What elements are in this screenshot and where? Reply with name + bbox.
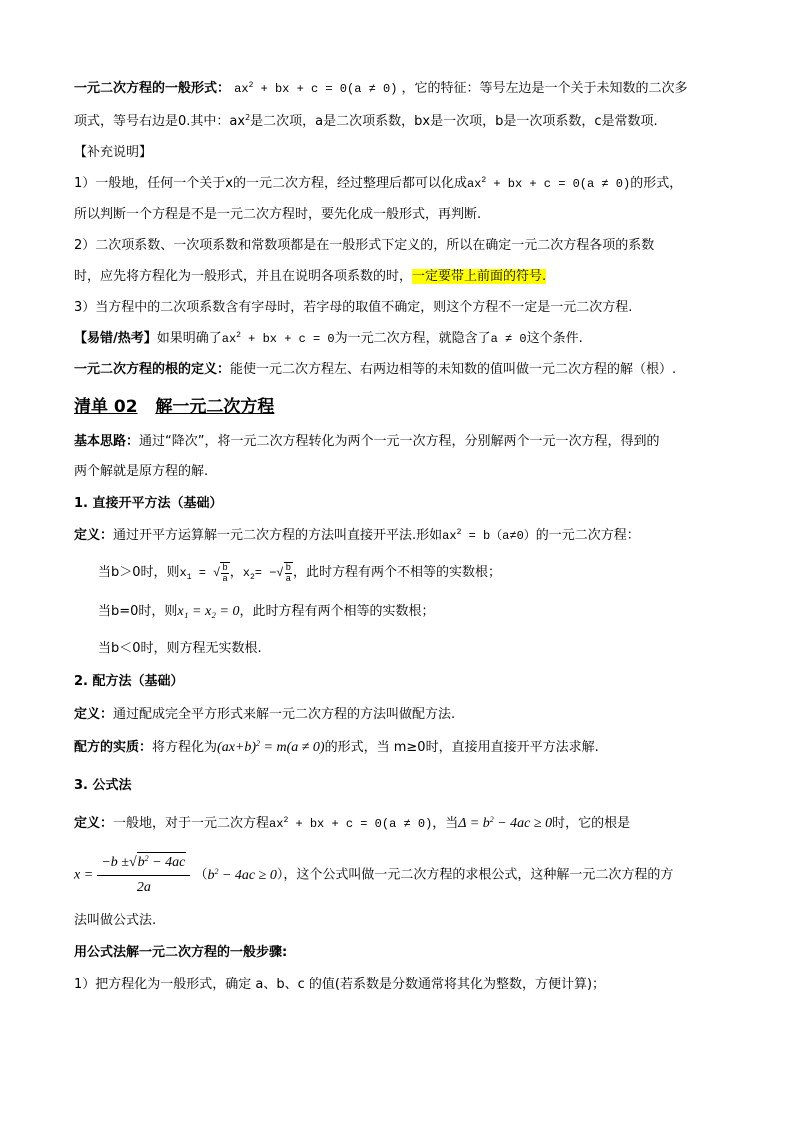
case-zero-text: 当b=0时，则	[98, 604, 178, 619]
method-2-essence-text: 将方程化为	[152, 740, 218, 755]
method-2-equation: $(ax+b)^2 = m(a \ne 0)$	[217, 739, 325, 755]
method-2-essence-result: 的形式，当 m≥0时，直接用直接开平方法求解.	[324, 740, 599, 755]
terms-text-b: 是二次项，a是二次项系数，bx是一次项，b是一次项系数，c是常数项.	[250, 114, 658, 129]
sqrt-frac-1: √ $\frac{b}{a}$	[213, 563, 228, 584]
case-positive-result: ，此时方程有两个不相等的实数根；	[293, 565, 502, 581]
supplement-1-text-a: 1）一般地，任何一个关于x的一元二次方程，经过整理后都可以化成	[74, 176, 467, 191]
supplement-item-1-cont: 所以判断一个方程是不是一元二次方程时，要先化成一般形式，再判断.	[74, 207, 482, 222]
formula-numerator-a: −b ±	[101, 855, 129, 870]
common-mistake-line	[74, 330, 583, 348]
general-form-description: ，它的特征：等号左边是一个关于未知数的二次多	[401, 81, 688, 96]
method-2-title: 2. 配方法（基础）	[74, 674, 184, 689]
method-1-equation: $ax^2 = b(a\ne 0)$	[442, 528, 536, 543]
method-3-def-text: 一般地，对于一元二次方程	[113, 816, 270, 831]
supplement-item-3: 3）当方程中的二次项系数含有字母时，若字母的取值不确定，则这个方程不一定是一元二次方程.	[74, 300, 633, 315]
method-2-def-label: 定义：	[74, 707, 114, 722]
method-2-definition	[74, 706, 455, 724]
mistake-text-c: 这个条件.	[526, 331, 583, 346]
method-1-def-text-b: 的一元二次方程：	[535, 528, 640, 543]
root-definition-line	[74, 361, 676, 379]
basic-idea-cont: 两个解就是原方程的解.	[74, 464, 209, 479]
general-form-label: 一元二次方程的一般形式：	[74, 81, 231, 96]
root-x2: $x_2=$ −	[242, 566, 277, 583]
section-number: 清单 02	[74, 397, 138, 417]
formula-description: ，这个公式叫做一元二次方程的求根公式，这种解一元二次方程的方	[283, 867, 674, 883]
supplement-2-text: 时，应先将方程化为一般形式，并且在说明各项系数的时，	[74, 269, 413, 284]
quadratic-formula-line	[74, 852, 673, 898]
root-x1: $x_1$ =	[179, 566, 214, 583]
supplement-item-1	[74, 175, 682, 193]
method-3-equation: $ax^2$ + bx + c = 0(a ≠ 0)	[269, 816, 433, 831]
root-definition-label: 一元二次方程的根的定义：	[74, 362, 231, 377]
method-1-title: 1. 直接开平方法（基础）	[74, 496, 223, 511]
sqrt-symbol: √	[128, 855, 137, 870]
method-2-essence	[74, 739, 599, 757]
cond-close: ）	[276, 867, 284, 883]
method-3-def-text-c: 时，它的根是	[552, 816, 631, 831]
supplement-item-2-cont	[74, 268, 546, 286]
formula-x: x =	[74, 867, 94, 883]
formula-denominator: 2a	[136, 880, 151, 895]
method-1-case-zero	[98, 603, 435, 621]
mistake-text-a: 如果明确了	[156, 331, 222, 346]
method-2-def-text: 通过配成完全平方形式来解一元二次方程的方法叫做配方法.	[113, 707, 456, 722]
case-zero-equation: x₁ = x₂ = 0	[177, 604, 240, 619]
terms-sup: 2	[245, 113, 251, 122]
method-1-case-positive	[98, 562, 501, 584]
case-positive-sep: ，	[229, 565, 243, 581]
formula-radicand: $b^2 - 4ac$	[137, 852, 187, 873]
method-1-def-text: 通过开平方运算解一元二次方程的方法叫直接开平法.形如	[113, 528, 443, 543]
discriminant: $\Delta = b^2 - 4ac \ge 0$	[458, 815, 553, 831]
supplement-heading: 【补充说明】	[74, 145, 153, 160]
supplement-item-2: 2）二次项系数、一次项系数和常数项都是在一般形式下定义的，所以在确定一元二次方程各项的系数	[74, 238, 655, 253]
method-3-title: 3. 公式法	[74, 778, 132, 793]
quadratic-formula	[97, 852, 190, 898]
general-form-equation: $ax^2$ + bx + c = 0(a ≠ 0)	[234, 81, 398, 96]
mistake-condition: a ≠ 0	[490, 332, 527, 346]
basic-idea-label: 基本思路：	[74, 434, 140, 449]
case-zero-result: ，此时方程有两个相等的实数根；	[239, 604, 435, 619]
supplement-1-equation: $ax^2$ + bx + c = 0(a ≠ 0)	[466, 176, 631, 191]
section-heading-02	[74, 396, 274, 418]
mistake-equation: $ax^2$ + bx + c = 0	[221, 331, 335, 346]
mistake-text-b: 为一元二次方程，就隐含了	[334, 331, 491, 346]
method-3-def-label: 定义：	[74, 816, 114, 831]
method-1-definition	[74, 527, 640, 545]
general-form-terms-line	[74, 113, 658, 131]
formula-steps-title: 用公式法解一元二次方程的一般步骤:	[74, 945, 288, 960]
common-mistake-label: 【易错/热考】	[74, 331, 157, 346]
supplement-1-text-b: 的形式，	[630, 176, 683, 191]
basic-idea-line	[74, 433, 660, 451]
formula-method-cont: 法叫做公式法.	[74, 913, 157, 928]
method-2-essence-label: 配方的实质：	[74, 740, 153, 755]
section-title: 解一元二次方程	[155, 397, 275, 417]
basic-idea-text: 通过“降次”，将一元二次方程转化为两个一元一次方程，分别解两个一元一次方程，得到的	[139, 434, 660, 449]
terms-text-a: 项式，等号右边是0.其中：ax	[74, 114, 246, 129]
formula-step-1: 1）把方程化为一般形式，确定 a、b、c 的值(若系数是分数通常将其化为整数，方便计算)；	[74, 977, 606, 992]
method-3-definition	[74, 815, 630, 833]
cond-open: （	[194, 867, 208, 883]
method-1-def-label: 定义：	[74, 528, 114, 543]
case-positive-text: 当b＞0时，则	[98, 565, 180, 581]
general-form-line	[74, 80, 688, 98]
method-3-def-text-b: ，当	[432, 816, 459, 831]
formula-condition: $b^2 - 4ac \ge 0$	[207, 866, 277, 883]
root-definition-text: 能使一元二次方程左、右两边相等的未知数的值叫做一元二次方程的解（根）.	[230, 362, 677, 377]
method-1-case-negative: 当b＜0时，则方程无实数根.	[98, 641, 262, 656]
sqrt-frac-2: √ $\frac{b}{a}$	[276, 563, 292, 584]
sign-highlight: 一定要带上前面的符号.	[412, 269, 547, 284]
